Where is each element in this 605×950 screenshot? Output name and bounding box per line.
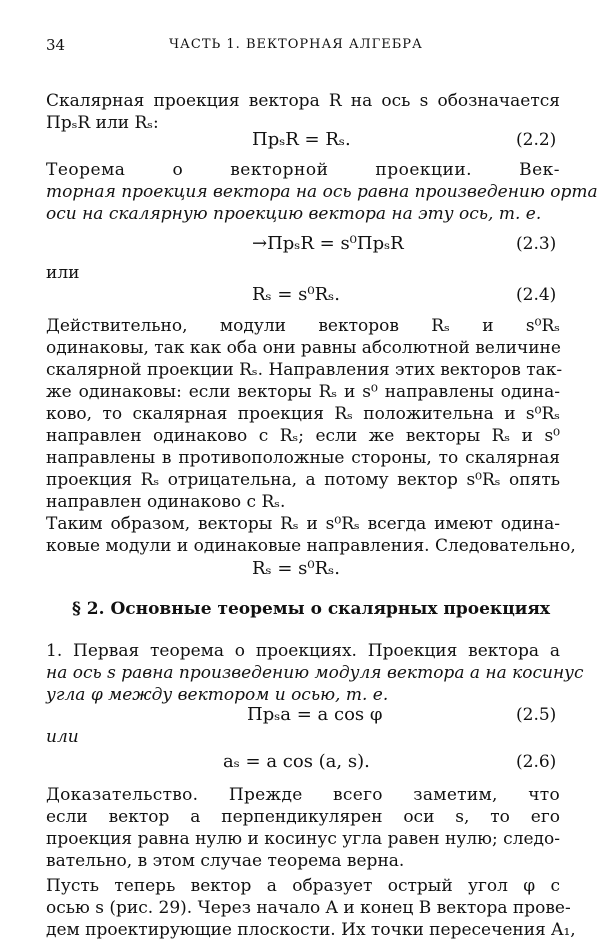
text-line: угла φ между вектором и осью, т. е.	[46, 685, 389, 705]
text-line: направлен одинаково с Rₛ; если же векторы Rₛ и s⁰	[46, 426, 560, 446]
text-line: торная проекция вектора на ось равна произведению орта	[46, 182, 598, 202]
page-number: 34	[46, 36, 66, 54]
text-line: если вектор a перпендикулярен оси s, то его	[46, 807, 560, 827]
equation-number: (2.5)	[516, 705, 557, 725]
theorem-line: 1. Первая теорема о проекциях. Проекция вектора a	[46, 641, 560, 661]
text-line: ПрₛR или Rₛ:	[46, 113, 159, 133]
page-header	[46, 36, 560, 58]
text-line: же одинаковы: если векторы Rₛ и s⁰ направлены одина-	[46, 382, 560, 402]
text-line: ково, то скалярная проекция Rₛ положительна и s⁰Rₛ	[46, 404, 560, 424]
text-line: Пусть теперь вектор a образует острый угол φ с	[46, 876, 560, 896]
text-line: осью s (рис. 29). Через начало A и конец B вектора прове-	[46, 898, 571, 918]
text-line: оси на скалярную проекцию вектора на эту ось, т. е.	[46, 204, 542, 224]
running-head: ЧАСТЬ 1. ВЕКТОРНАЯ АЛГЕБРА	[169, 37, 423, 52]
theorem-line: Теорема о векторной проекции. Век-	[46, 160, 560, 180]
text-line: Действительно, модули векторов Rₛ и s⁰Rₛ	[46, 316, 560, 336]
text-line: Таким образом, векторы Rₛ и s⁰Rₛ всегда имеют одина-	[46, 514, 560, 534]
text-line: ковые модули и одинаковые направления. Следовательно,	[46, 536, 576, 556]
equation: aₛ = a cos (a, s).	[223, 751, 370, 772]
text-line: одинаковы, так как оба они равны абсолютной величине	[46, 338, 561, 358]
text-line: проекция Rₛ отрицательна, а потому вектор s⁰Rₛ опять	[46, 470, 560, 490]
equation-number: (2.2)	[516, 130, 557, 150]
text-line: вательно, в этом случае теорема верна.	[46, 851, 405, 871]
equation: Rₛ = s⁰Rₛ.	[252, 284, 340, 305]
text-line: или	[46, 727, 79, 747]
text-line: на ось s равна произведению модуля вектора a на косинус	[46, 663, 584, 683]
text-line: Скалярная проекция вектора R на ось s обозначается	[46, 91, 560, 111]
text-line: проекция равна нулю и косинус угла равен нулю; следо-	[46, 829, 560, 849]
text-line: направлен одинаково с Rₛ.	[46, 492, 286, 512]
section-heading: § 2. Основные теоремы о скалярных проекциях	[72, 599, 551, 619]
text-line: дем проектирующие плоскости. Их точки пересечения A₁,	[46, 920, 576, 940]
text-line: скалярной проекции Rₛ. Направления этих векторов так-	[46, 360, 563, 380]
equation: →ПрₛR = s⁰ПрₛR	[252, 233, 404, 254]
equation: ПрₛR = Rₛ.	[252, 129, 351, 150]
text-line: направлены в противоположные стороны, то скалярная	[46, 448, 560, 468]
equation: Прₛa = a cos φ	[247, 704, 383, 725]
equation-number: (2.4)	[516, 285, 557, 305]
equation-number: (2.6)	[516, 752, 557, 772]
text-line: или	[46, 263, 80, 283]
equation: Rₛ = s⁰Rₛ.	[252, 558, 340, 579]
text-line: Доказательство. Прежде всего заметим, что	[46, 785, 560, 805]
equation-number: (2.3)	[516, 234, 557, 254]
